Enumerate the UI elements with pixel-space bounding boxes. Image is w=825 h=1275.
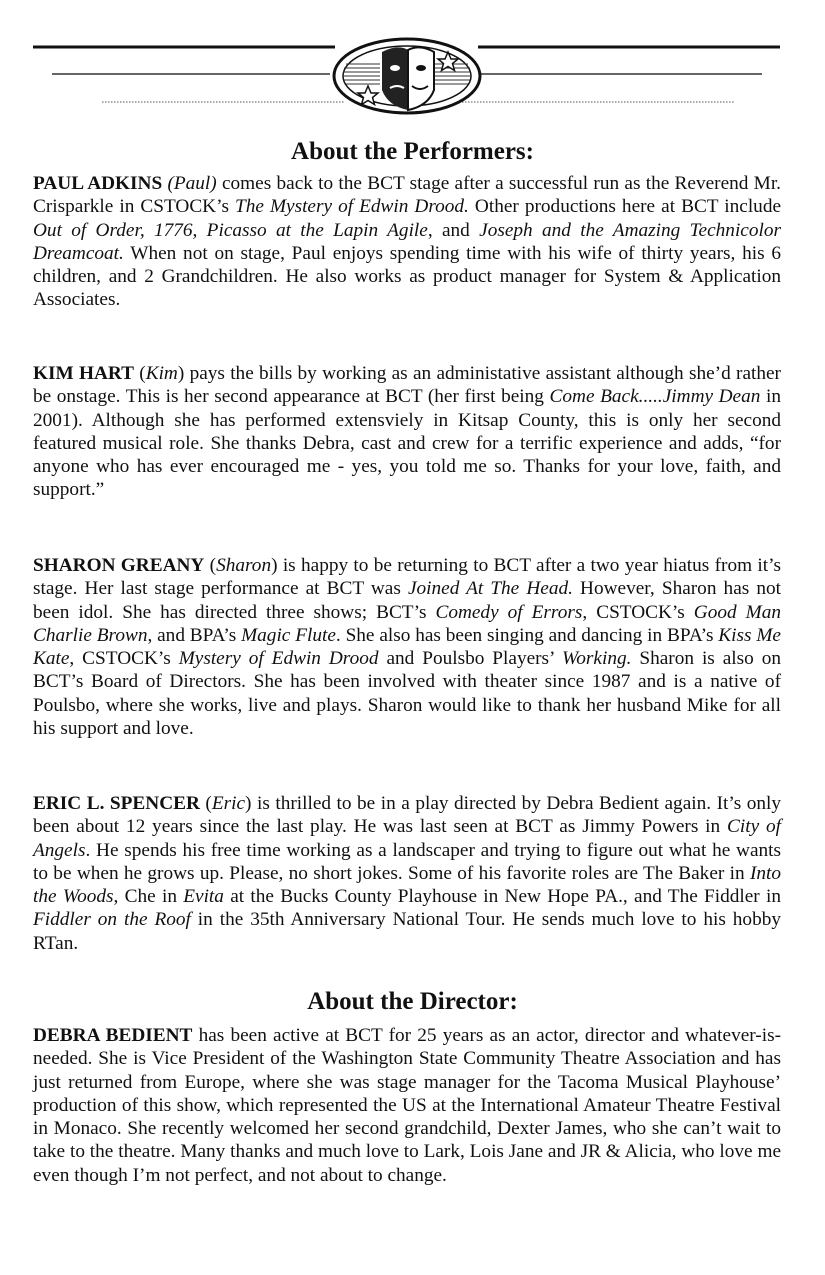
italic-title: Sharon xyxy=(216,555,272,576)
bio-paul-adkins xyxy=(33,172,781,312)
bio-text: Sharon is also on BCT’s Board of Directors. She has been involved with theater since 1987 and is a native of Poulsbo, where she works, live and plays. Sharon would like to thank her husband Mike for all his support and love. xyxy=(33,648,782,740)
italic-title: Kim xyxy=(145,363,178,384)
bio-text: , Che in xyxy=(113,886,184,908)
italic-title: Come Back.....Jimmy Dean xyxy=(549,386,761,408)
bio-text: When not on stage, Paul enjoys spending time with his wife of thirty years, his 6 children, and 2 Grandchildren. He also works as product manager for System & Application Associates. xyxy=(33,242,781,311)
italic-title: City of Angels xyxy=(33,816,781,861)
italic-title: Good Man Charlie Brown xyxy=(33,601,781,646)
bio-text: in 2001). Although she has performed extensviely in Kitsap County, this is only her second featured musical role. She thanks Debra, cast and crew for a terrific experience and adds, “for anyone who has ever encouraged me - yes, you told me so. Thanks for your love, faith, and support.” xyxy=(33,386,781,501)
bio-text: , and BPA’s xyxy=(147,624,242,646)
director-heading: About the Director: xyxy=(307,988,518,1015)
bio-text: However, Sharon has not been idol. She has directed three shows; BCT’s xyxy=(33,578,781,623)
performer-name: ERIC L. SPENCER xyxy=(33,793,200,814)
bio-text: ) pays the bills by working as an administative assistant although she’d rather be onstage. This is her second appearance at BCT (her first being xyxy=(33,363,781,408)
bio-text: ( xyxy=(199,793,212,814)
comedy-tragedy-masks-icon xyxy=(334,39,480,113)
italic-title: The Mystery of Edwin Drood. xyxy=(235,196,469,218)
performers-heading: About the Performers: xyxy=(291,138,534,165)
bio-debra-bedient xyxy=(33,1024,781,1187)
italic-title: Mystery of Edwin Drood xyxy=(178,648,379,670)
bio-kim-hart xyxy=(33,362,781,502)
bio-text: comes back to the BCT stage after a successful run as the Reverend Mr. Crisparkle in CSTOCK’s xyxy=(33,173,781,218)
bio-text: . She also has been singing and dancing in BPA’s xyxy=(335,624,719,646)
italic-title: Joined At The Head. xyxy=(407,578,573,600)
header-ornament xyxy=(0,0,825,125)
italic-title: Kiss Me Kate xyxy=(33,624,781,670)
italic-title: Working. xyxy=(562,648,632,670)
italic-title: Evita xyxy=(183,886,224,908)
italic-title: Magic Flute xyxy=(241,624,336,646)
italic-title: (Paul) xyxy=(167,173,217,194)
performer-name: DEBRA BEDIENT xyxy=(33,1025,193,1046)
bio-text: ( xyxy=(204,555,217,576)
italic-title: Out of Order, 1776, Picasso at the Lapin Agile xyxy=(33,219,428,241)
bio-text: ( xyxy=(134,363,146,384)
bio-text: at the Bucks County Playhouse in New Hope PA., and The Fiddler in xyxy=(223,886,781,908)
bio-text: has been active at BCT for 25 years as an actor, director and whatever-is-needed. She is Vice President of the Washington State Community Theatre Association and has just returned from Europe, where she was stage manager for the Tacoma Musical Playhouse’ production of this show, which represented the US at the International Amateur Theatre Festival in Monaco. She recently welcomed her second grandchild, Dexter James, who she can’t wait to take to the theatre. Many thanks and much love to Lark, Lois Jane and JR & Alicia, who love me even though I’m not perfect, and not about to change. xyxy=(33,1025,782,1186)
italic-title: Joseph and the Amazing Technicolor Dreamcoat. xyxy=(33,219,781,264)
bio-text: ) is thrilled to be in a play directed by Debra Bedient again. It’s only been about 12 years since the last play. He was last seen at BCT as Jimmy Powers in xyxy=(33,793,781,838)
bio-text: and Poulsbo Players’ xyxy=(378,648,562,670)
bio-text: Other productions here at BCT include xyxy=(468,196,782,218)
italic-title: Eric xyxy=(211,793,246,814)
bio-text: , and xyxy=(427,219,480,241)
italic-title: Comedy of Errors xyxy=(435,601,583,623)
bio-text: ) is happy to be returning to BCT after a two year hiatus from it’s stage. Her last stage performance at BCT was xyxy=(33,555,781,600)
bio-eric-spencer xyxy=(33,792,781,955)
performer-name: KIM HART xyxy=(33,363,135,384)
bio-text: , CSTOCK’s xyxy=(582,601,694,623)
bio-sharon-greany xyxy=(33,554,781,740)
performer-name: PAUL ADKINS xyxy=(33,173,163,194)
bio-text: . He spends his free time working as a landscaper and trying to figure out what he wants to be when he grows up. Please, no short jokes. Some of his favorite roles are The Baker in xyxy=(33,839,781,884)
italic-title: Into the Woods xyxy=(33,862,781,908)
bio-text: in the 35th Anniversary National Tour. He sends much love to his hobby RTan. xyxy=(33,909,781,954)
italic-title: Fiddler on the Roof xyxy=(33,909,191,931)
bio-text: , CSTOCK’s xyxy=(69,648,179,670)
performer-name: SHARON GREANY xyxy=(33,555,205,576)
